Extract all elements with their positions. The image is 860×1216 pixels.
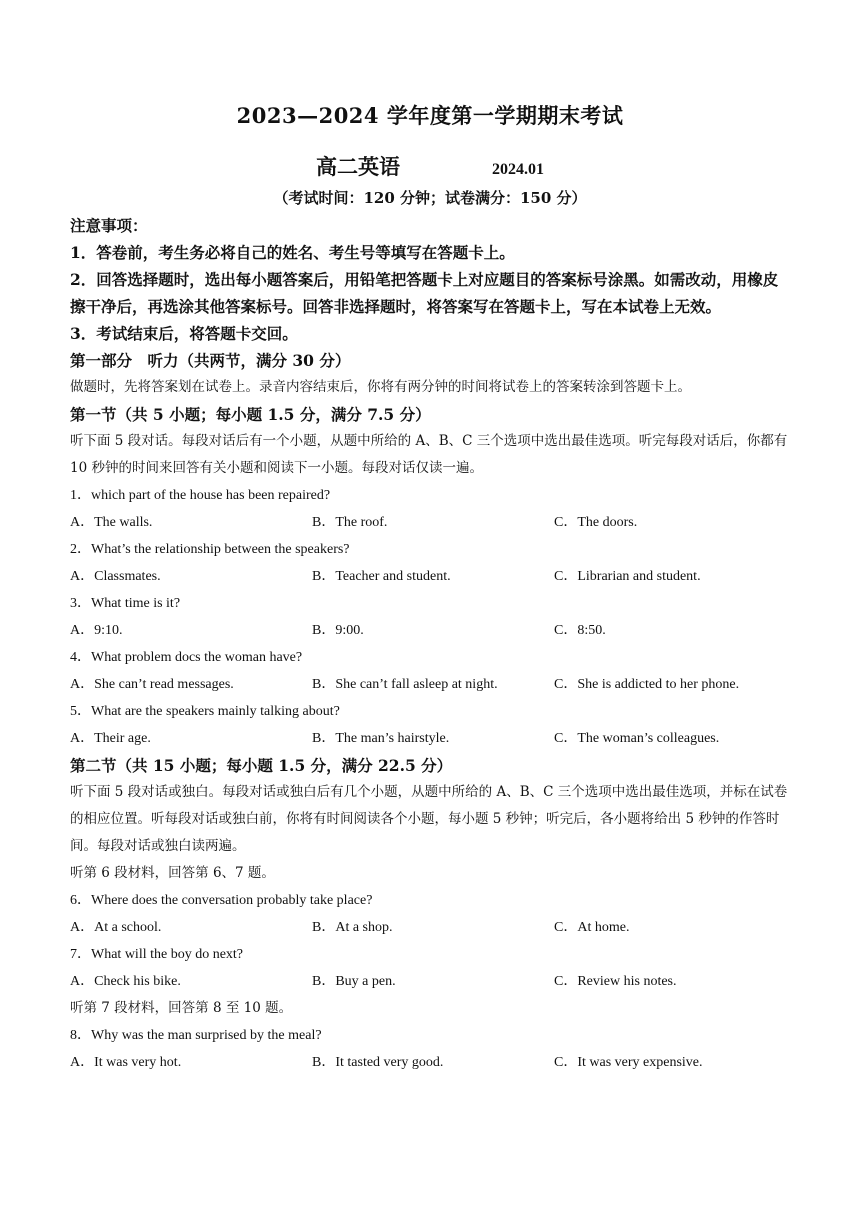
exam-content xyxy=(70,213,792,1076)
question-stem: 2．What’s the relationship between the speakers? xyxy=(70,542,350,557)
question-options xyxy=(70,914,792,941)
notice-heading: 注意事项： xyxy=(70,216,148,235)
subject-name: 高二英语 xyxy=(316,154,400,179)
question-options xyxy=(70,968,792,995)
question-stem: 6．Where does the conversation probably take place? xyxy=(70,893,373,908)
notice-item: 1．答卷前，考生务必将自己的姓名、考生号等填写在答题卡上。 xyxy=(70,243,515,262)
option-a: A．It was very hot. xyxy=(70,1055,182,1070)
question-options xyxy=(70,1049,792,1076)
option-c: C．Review his notes. xyxy=(554,974,677,989)
option-b: B．The man’s hairstyle. xyxy=(312,731,450,746)
option-c: C．It was very expensive. xyxy=(554,1055,703,1070)
notice-item: 3．考试结束后，将答题卡交回。 xyxy=(70,324,298,343)
option-b: B．It tasted very good. xyxy=(312,1055,444,1070)
question-stem: 8．Why was the man surprised by the meal? xyxy=(70,1028,322,1043)
option-c: C．At home. xyxy=(554,920,630,935)
option-c: C．The woman’s colleagues. xyxy=(554,731,720,746)
option-a: A．At a school. xyxy=(70,920,162,935)
question-options xyxy=(70,725,792,752)
exam-date: 2024.01 xyxy=(492,161,544,178)
question-stem: 7．What will the boy do next? xyxy=(70,947,244,962)
option-b: B．At a shop. xyxy=(312,920,393,935)
option-c: C．The doors. xyxy=(554,515,638,530)
question-options xyxy=(70,617,792,644)
option-b: B．The roof. xyxy=(312,515,388,530)
option-b: B．She can’t fall asleep at night. xyxy=(312,677,498,692)
subject-line xyxy=(0,151,860,181)
option-c: C．8:50. xyxy=(554,623,606,638)
material-7-note: 听第 7 段材料，回答第 8 至 10 题。 xyxy=(70,1000,293,1016)
section2-instruction: 听下面 5 段对话或独白。每段对话或独白后有几个小题，从题中所给的 A、B、C 三个选项中选出最佳选项，并标在试卷的相应位置。听每段对话或独白前，你将有时间阅读各个小题，每小题 5 秒钟；听完后，各小题将给出 5 秒钟的作答时间。每段对话或独白读两遍。 xyxy=(70,784,788,854)
option-a: A．Their age. xyxy=(70,731,151,746)
question-options xyxy=(70,509,792,536)
option-b: B．9:00. xyxy=(312,623,364,638)
notice-item: 2．回答选择题时，选出每小题答案后，用铅笔把答题卡上对应题目的答案标号涂黑。如需改动，用橡皮擦干净后，再选涂其他答案标号。回答非选择题时，将答案写在答题卡上，写在本试卷上无效。 xyxy=(70,270,779,316)
question-stem: 4．What problem docs the woman have? xyxy=(70,650,303,665)
option-c: C．Librarian and student. xyxy=(554,569,701,584)
question-stem: 5．What are the speakers mainly talking about? xyxy=(70,704,340,719)
section1-instruction: 听下面 5 段对话。每段对话后有一个小题，从题中所给的 A、B、C 三个选项中选出最佳选项。听完每段对话后，你都有 10 秒钟的时间来回答有关小题和阅读下一小题。每段对话仅读一遍。 xyxy=(70,433,788,476)
option-a: A．She can’t read messages. xyxy=(70,677,234,692)
exam-info: （考试时间：120 分钟；试卷满分：150 分） xyxy=(273,189,587,207)
option-c: C．She is addicted to her phone. xyxy=(554,677,740,692)
material-6-note: 听第 6 段材料，回答第 6、7 题。 xyxy=(70,865,275,881)
question-options xyxy=(70,563,792,590)
question-options xyxy=(70,671,792,698)
option-a: A．The walls. xyxy=(70,515,153,530)
section2-heading: 第二节（共 15 小题；每小题 1.5 分，满分 22.5 分） xyxy=(70,756,453,775)
option-b: B．Teacher and student. xyxy=(312,569,451,584)
section1-heading: 第一节（共 5 小题；每小题 1.5 分，满分 7.5 分） xyxy=(70,405,431,424)
question-stem: 3．What time is it? xyxy=(70,596,181,611)
exam-title: 2023—2024 学年度第一学期期末考试 xyxy=(236,103,624,128)
option-b: B．Buy a pen. xyxy=(312,974,396,989)
option-a: A．Classmates. xyxy=(70,569,161,584)
question-stem: 1．which part of the house has been repaired? xyxy=(70,488,331,503)
option-a: A．9:10. xyxy=(70,623,123,638)
part1-instruction: 做题时，先将答案划在试卷上。录音内容结束后，你将有两分钟的时间将试卷上的答案转涂到答题卡上。 xyxy=(70,379,691,395)
part1-heading: 第一部分 听力（共两节，满分 30 分） xyxy=(70,351,351,370)
option-a: A．Check his bike. xyxy=(70,974,181,989)
